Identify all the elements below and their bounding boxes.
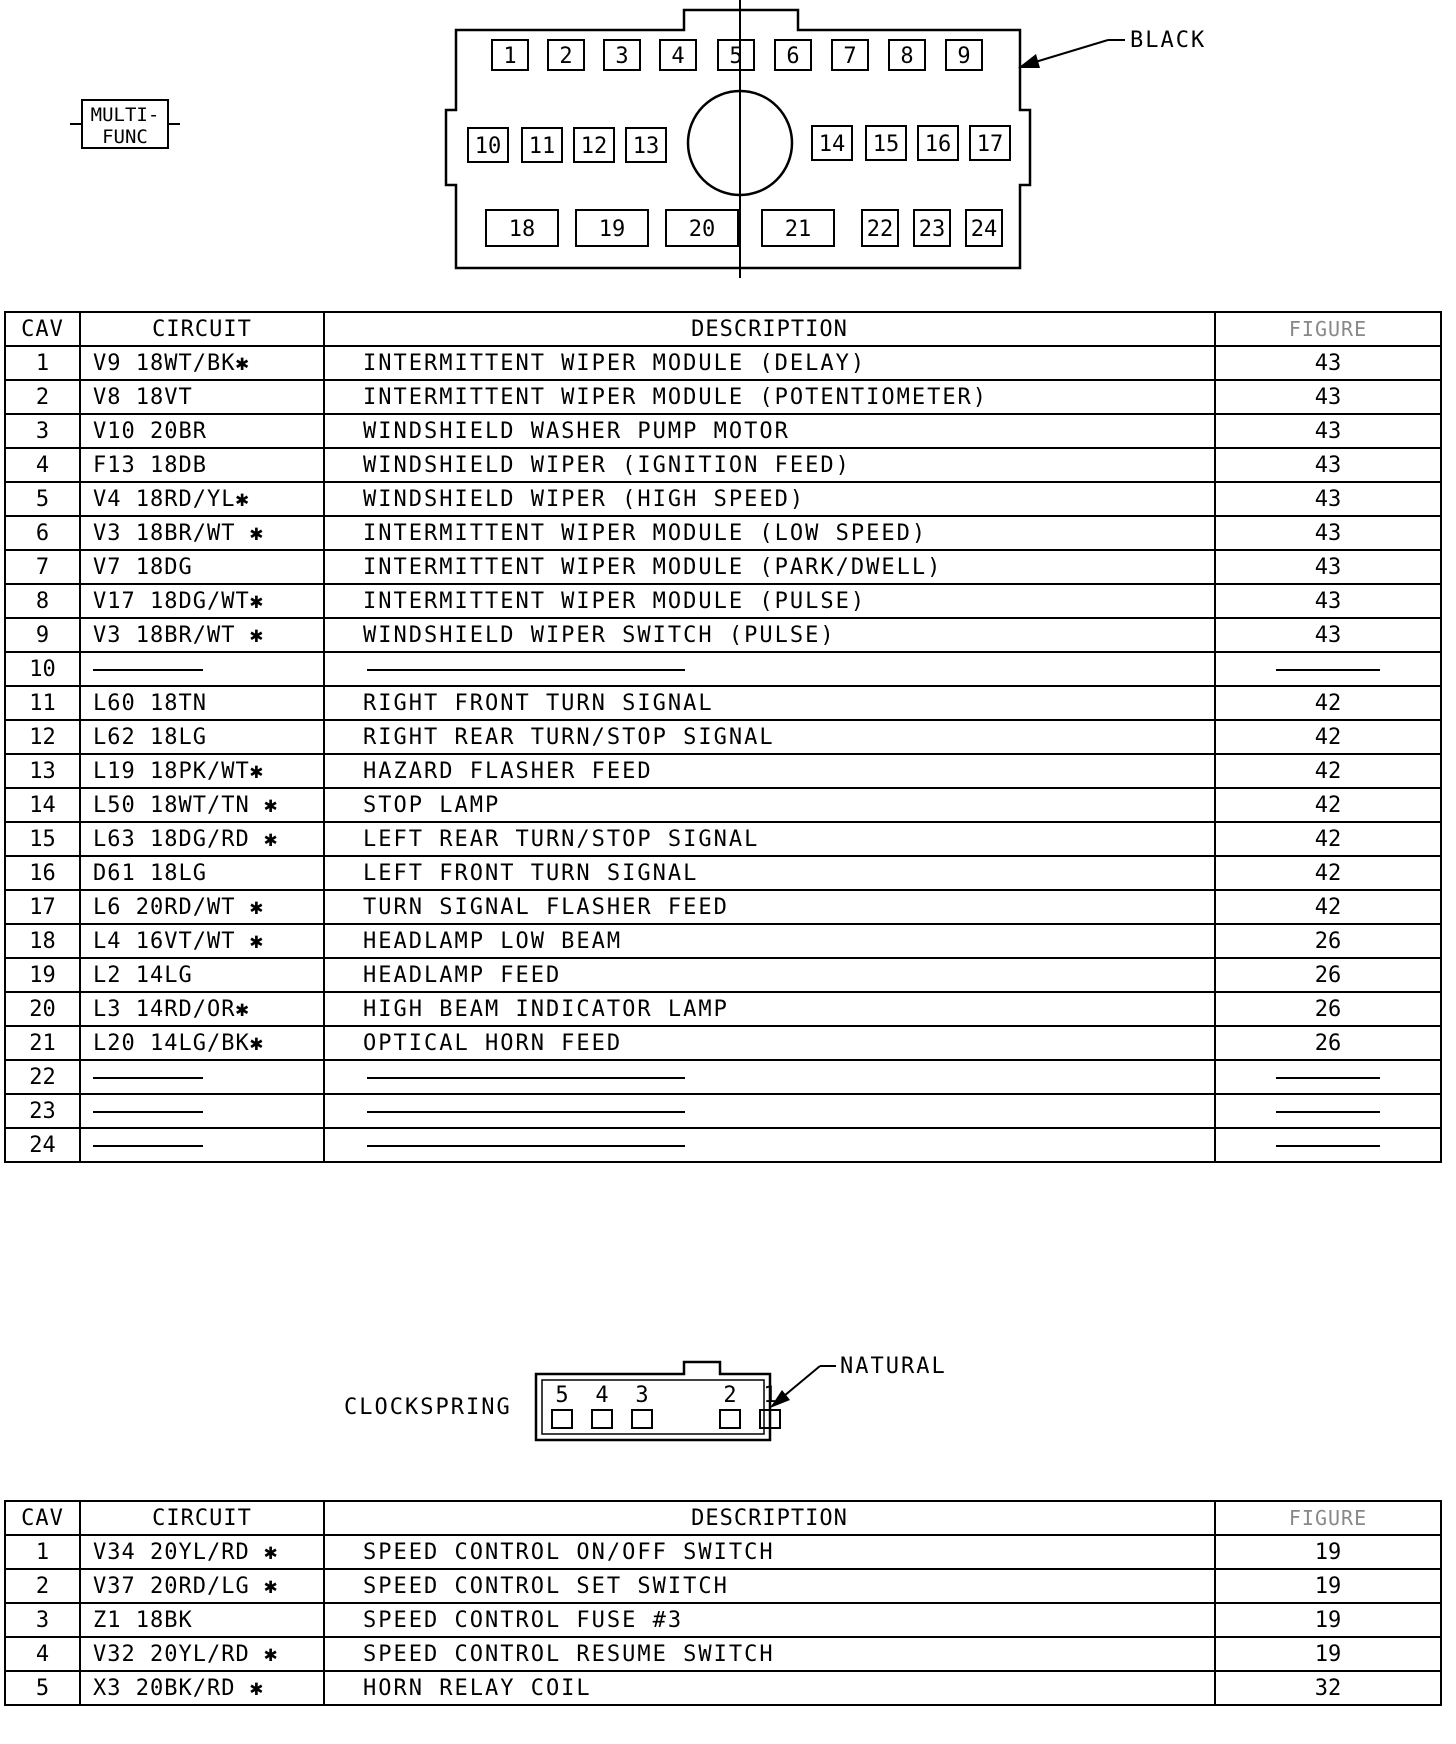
cell-description: INTERMITTENT WIPER MODULE (POTENTIOMETER) (324, 380, 1215, 414)
cell-circuit: V34 20YL/RD ✱ (80, 1535, 324, 1569)
cell-circuit: Z1 18BK (80, 1603, 324, 1637)
cell-description: RIGHT REAR TURN/STOP SIGNAL (324, 720, 1215, 754)
cell-figure: 19 (1215, 1637, 1441, 1671)
cell-circuit: L3 14RD/OR✱ (80, 992, 324, 1026)
cell-cav: 3 (5, 1603, 80, 1637)
table-row (5, 346, 1441, 380)
cell-circuit: L4 16VT/WT ✱ (80, 924, 324, 958)
header-cav: CAV (5, 1501, 80, 1535)
pin-row-1 (492, 40, 982, 70)
pin-cavity-13 (626, 128, 666, 162)
cell-figure: 19 (1215, 1535, 1441, 1569)
header-cav: CAV (5, 312, 80, 346)
pin-number: 14 (818, 132, 846, 157)
pin-cavity-7 (832, 40, 868, 70)
pin-number: 23 (918, 217, 946, 242)
pin-cavity-3 (604, 40, 640, 70)
cell-description: SPEED CONTROL FUSE #3 (324, 1603, 1215, 1637)
pin-cavity-1 (492, 40, 528, 70)
table-row (5, 516, 1441, 550)
cell-description: RIGHT FRONT TURN SIGNAL (324, 686, 1215, 720)
unused-dash (93, 1145, 203, 1147)
cell-description: INTERMITTENT WIPER MODULE (PARK/DWELL) (324, 550, 1215, 584)
pin-number: 1 (763, 1383, 777, 1408)
cell-description: HIGH BEAM INDICATOR LAMP (324, 992, 1215, 1026)
pin-number: 20 (688, 217, 716, 242)
cell-cav: 19 (5, 958, 80, 992)
pin-number: 2 (723, 1383, 737, 1408)
pin-number: 6 (786, 44, 800, 69)
pin-number: 24 (970, 217, 998, 242)
cell-cav: 1 (5, 346, 80, 380)
pin-cavity-15 (866, 126, 906, 160)
pin-cavity-24 (966, 210, 1002, 246)
cell-cav: 5 (5, 1671, 80, 1705)
cell-description: STOP LAMP (324, 788, 1215, 822)
pin-number: 5 (555, 1383, 569, 1408)
table-row (5, 618, 1441, 652)
pin-number: 17 (976, 132, 1004, 157)
table-row (5, 1671, 1441, 1705)
cell-figure: 43 (1215, 448, 1441, 482)
pin-cavity-9 (946, 40, 982, 70)
clockspring-pin-5 (552, 1383, 572, 1428)
cell-circuit: V37 20RD/LG ✱ (80, 1569, 324, 1603)
cell-description: HEADLAMP FEED (324, 958, 1215, 992)
cell-circuit: V3 18BR/WT ✱ (80, 618, 324, 652)
cell-description: WINDSHIELD WASHER PUMP MOTOR (324, 414, 1215, 448)
cell-cav: 2 (5, 380, 80, 414)
cell-figure: 26 (1215, 958, 1441, 992)
unused-dash (1276, 1077, 1380, 1079)
pin-cavity-16 (918, 126, 958, 160)
cell-figure (1215, 1094, 1441, 1128)
table-row (5, 1603, 1441, 1637)
cell-figure (1215, 1128, 1441, 1162)
cell-circuit: V17 18DG/WT✱ (80, 584, 324, 618)
cell-figure: 19 (1215, 1569, 1441, 1603)
table-row (5, 448, 1441, 482)
cell-cav: 2 (5, 1569, 80, 1603)
pin-cavity-8 (889, 40, 925, 70)
cell-description: WINDSHIELD WIPER (HIGH SPEED) (324, 482, 1215, 516)
connector-color-label: BLACK (1130, 28, 1207, 53)
cell-description: TURN SIGNAL FLASHER FEED (324, 890, 1215, 924)
cell-cav: 17 (5, 890, 80, 924)
table-row (5, 550, 1441, 584)
table-header-row (5, 1501, 1441, 1535)
pin-number: 19 (598, 217, 626, 242)
clockspring-color-callout (770, 1354, 947, 1408)
header-figure: FIGURE (1215, 1501, 1441, 1535)
cell-figure: 42 (1215, 686, 1441, 720)
cell-circuit (80, 1094, 324, 1128)
table-row (5, 958, 1441, 992)
header-description: DESCRIPTION (324, 312, 1215, 346)
cell-figure: 19 (1215, 1603, 1441, 1637)
pin-number: 13 (632, 134, 660, 159)
clockspring-color-label: NATURAL (840, 1354, 947, 1379)
pin-number: 18 (508, 217, 536, 242)
cell-figure: 26 (1215, 924, 1441, 958)
pin-number: 9 (957, 44, 971, 69)
table-row (5, 1094, 1441, 1128)
cell-description: SPEED CONTROL ON/OFF SWITCH (324, 1535, 1215, 1569)
cell-description: INTERMITTENT WIPER MODULE (PULSE) (324, 584, 1215, 618)
table-header-row (5, 312, 1441, 346)
cell-cav: 15 (5, 822, 80, 856)
cell-circuit: V4 18RD/YL✱ (80, 482, 324, 516)
unused-dash (93, 1111, 203, 1113)
cell-description: SPEED CONTROL SET SWITCH (324, 1569, 1215, 1603)
pin-cavity-12 (574, 128, 614, 162)
unused-dash (1276, 1111, 1380, 1113)
cell-cav: 16 (5, 856, 80, 890)
cell-circuit (80, 1060, 324, 1094)
unused-dash (1276, 669, 1380, 671)
cell-cav: 14 (5, 788, 80, 822)
table-row (5, 652, 1441, 686)
clockspring-label: CLOCKSPRING (344, 1395, 512, 1420)
cell-cav: 4 (5, 1637, 80, 1671)
table-row (5, 1026, 1441, 1060)
table-row (5, 414, 1441, 448)
cell-circuit: V8 18VT (80, 380, 324, 414)
multifunction-pinout-table (4, 311, 1442, 1163)
unused-dash (367, 1145, 685, 1147)
pin-number: 16 (924, 132, 952, 157)
pin-number: 7 (843, 44, 857, 69)
pin-number: 10 (474, 134, 502, 159)
pin-cavity-19 (576, 210, 648, 246)
multifunction-connector-diagram (0, 0, 1456, 280)
clockspring-pin-3 (632, 1383, 652, 1428)
pin-cavity-18 (486, 210, 558, 246)
cell-circuit: V10 20BR (80, 414, 324, 448)
cell-description: WINDSHIELD WIPER (IGNITION FEED) (324, 448, 1215, 482)
cell-cav: 21 (5, 1026, 80, 1060)
cell-figure: 42 (1215, 720, 1441, 754)
pin-cavity-2 (548, 40, 584, 70)
cell-cav: 4 (5, 448, 80, 482)
cell-circuit: L50 18WT/TN ✱ (80, 788, 324, 822)
cell-description: INTERMITTENT WIPER MODULE (LOW SPEED) (324, 516, 1215, 550)
unused-dash (1276, 1145, 1380, 1147)
cell-figure: 42 (1215, 754, 1441, 788)
cell-figure: 43 (1215, 550, 1441, 584)
table-row (5, 924, 1441, 958)
cell-cav: 22 (5, 1060, 80, 1094)
pin-number: 4 (595, 1383, 609, 1408)
cell-circuit: X3 20BK/RD ✱ (80, 1671, 324, 1705)
pin-number: 3 (615, 44, 629, 69)
cell-figure: 43 (1215, 380, 1441, 414)
cell-cav: 13 (5, 754, 80, 788)
cell-circuit: V32 20YL/RD ✱ (80, 1637, 324, 1671)
table-row (5, 890, 1441, 924)
pin-cavity-4 (660, 40, 696, 70)
header-circuit: CIRCUIT (80, 312, 324, 346)
pin-number: 11 (528, 134, 556, 159)
cell-cav: 10 (5, 652, 80, 686)
cell-figure: 42 (1215, 788, 1441, 822)
cell-cav: 3 (5, 414, 80, 448)
pin-number: 5 (729, 44, 743, 69)
pin-cavity-23 (914, 210, 950, 246)
cell-cav: 1 (5, 1535, 80, 1569)
cell-circuit: L2 14LG (80, 958, 324, 992)
pin-number: 15 (872, 132, 900, 157)
cell-figure: 43 (1215, 584, 1441, 618)
pin-number: 3 (635, 1383, 649, 1408)
cell-circuit: V3 18BR/WT ✱ (80, 516, 324, 550)
pin-cavity-21 (762, 210, 834, 246)
cell-circuit: L20 14LG/BK✱ (80, 1026, 324, 1060)
unused-dash (367, 1077, 685, 1079)
cell-cav: 7 (5, 550, 80, 584)
cell-circuit: V9 18WT/BK✱ (80, 346, 324, 380)
cell-circuit: F13 18DB (80, 448, 324, 482)
cell-description: HORN RELAY COIL (324, 1671, 1215, 1705)
cell-figure: 42 (1215, 856, 1441, 890)
clockspring-pin-2 (720, 1383, 740, 1428)
table-row (5, 856, 1441, 890)
table-row (5, 482, 1441, 516)
cell-cav: 6 (5, 516, 80, 550)
cell-figure: 42 (1215, 890, 1441, 924)
multifunction-badge (70, 100, 180, 148)
pin-number: 21 (784, 217, 812, 242)
cell-description: LEFT REAR TURN/STOP SIGNAL (324, 822, 1215, 856)
cell-cav: 20 (5, 992, 80, 1026)
pin-cavity-10 (468, 128, 508, 162)
cell-circuit: L60 18TN (80, 686, 324, 720)
pin-number: 1 (503, 44, 517, 69)
cell-description: HAZARD FLASHER FEED (324, 754, 1215, 788)
cell-description: LEFT FRONT TURN SIGNAL (324, 856, 1215, 890)
cell-circuit: V7 18DG (80, 550, 324, 584)
unused-dash (367, 1111, 685, 1113)
pin-cavity-5 (718, 40, 754, 70)
unused-dash (93, 1077, 203, 1079)
cell-description: HEADLAMP LOW BEAM (324, 924, 1215, 958)
table-row (5, 1128, 1441, 1162)
cell-figure (1215, 1060, 1441, 1094)
cell-cav: 9 (5, 618, 80, 652)
badge-line-1: MULTI- (90, 104, 160, 126)
cell-circuit (80, 1128, 324, 1162)
table-row (5, 584, 1441, 618)
unused-dash (93, 669, 203, 671)
cell-circuit: L19 18PK/WT✱ (80, 754, 324, 788)
badge-line-2: FUNC (102, 126, 148, 148)
cell-figure: 43 (1215, 414, 1441, 448)
cell-cav: 8 (5, 584, 80, 618)
table-row (5, 788, 1441, 822)
clockspring-pins (552, 1383, 780, 1428)
cell-description (324, 1094, 1215, 1128)
header-figure: FIGURE (1215, 312, 1441, 346)
cell-description: INTERMITTENT WIPER MODULE (DELAY) (324, 346, 1215, 380)
table-row (5, 1535, 1441, 1569)
pin-number: 2 (559, 44, 573, 69)
cell-figure: 26 (1215, 992, 1441, 1026)
clockspring-pin-4 (592, 1383, 612, 1428)
cell-cav: 23 (5, 1094, 80, 1128)
cell-figure: 43 (1215, 516, 1441, 550)
cell-circuit: D61 18LG (80, 856, 324, 890)
table-row (5, 1569, 1441, 1603)
cell-figure: 26 (1215, 1026, 1441, 1060)
clockspring-pinout-table (4, 1500, 1442, 1706)
cell-figure (1215, 652, 1441, 686)
table-row (5, 1637, 1441, 1671)
pin-row-3 (486, 210, 1002, 246)
cell-figure: 32 (1215, 1671, 1441, 1705)
header-circuit: CIRCUIT (80, 1501, 324, 1535)
pin-number: 4 (671, 44, 685, 69)
color-callout (1018, 28, 1206, 68)
cell-figure: 43 (1215, 618, 1441, 652)
pin-number: 22 (866, 217, 894, 242)
pin-cavity-17 (970, 126, 1010, 160)
table-row (5, 992, 1441, 1026)
cell-description (324, 1128, 1215, 1162)
cell-description: WINDSHIELD WIPER SWITCH (PULSE) (324, 618, 1215, 652)
pin-cavity-14 (812, 126, 852, 160)
cell-figure: 43 (1215, 482, 1441, 516)
cell-cav: 12 (5, 720, 80, 754)
cell-cav: 5 (5, 482, 80, 516)
cell-description: SPEED CONTROL RESUME SWITCH (324, 1637, 1215, 1671)
clockspring-connector-diagram (520, 1340, 1040, 1450)
pin-cavity-22 (862, 210, 898, 246)
cell-circuit: L62 18LG (80, 720, 324, 754)
header-description: DESCRIPTION (324, 1501, 1215, 1535)
cell-cav: 11 (5, 686, 80, 720)
cell-description (324, 1060, 1215, 1094)
pin-cavity-20 (666, 210, 738, 246)
pin-cavity-11 (522, 128, 562, 162)
cell-circuit: L6 20RD/WT ✱ (80, 890, 324, 924)
cell-figure: 43 (1215, 346, 1441, 380)
cell-cav: 24 (5, 1128, 80, 1162)
table-row (5, 822, 1441, 856)
table-row (5, 720, 1441, 754)
cell-figure: 42 (1215, 822, 1441, 856)
cell-circuit (80, 652, 324, 686)
cell-description (324, 652, 1215, 686)
cell-circuit: L63 18DG/RD ✱ (80, 822, 324, 856)
table-row (5, 380, 1441, 414)
cell-description: OPTICAL HORN FEED (324, 1026, 1215, 1060)
cell-cav: 18 (5, 924, 80, 958)
unused-dash (367, 669, 685, 671)
pin-number: 12 (580, 134, 608, 159)
pin-cavity-6 (775, 40, 811, 70)
table-row (5, 754, 1441, 788)
table-row (5, 686, 1441, 720)
table-row (5, 1060, 1441, 1094)
pin-number: 8 (900, 44, 914, 69)
